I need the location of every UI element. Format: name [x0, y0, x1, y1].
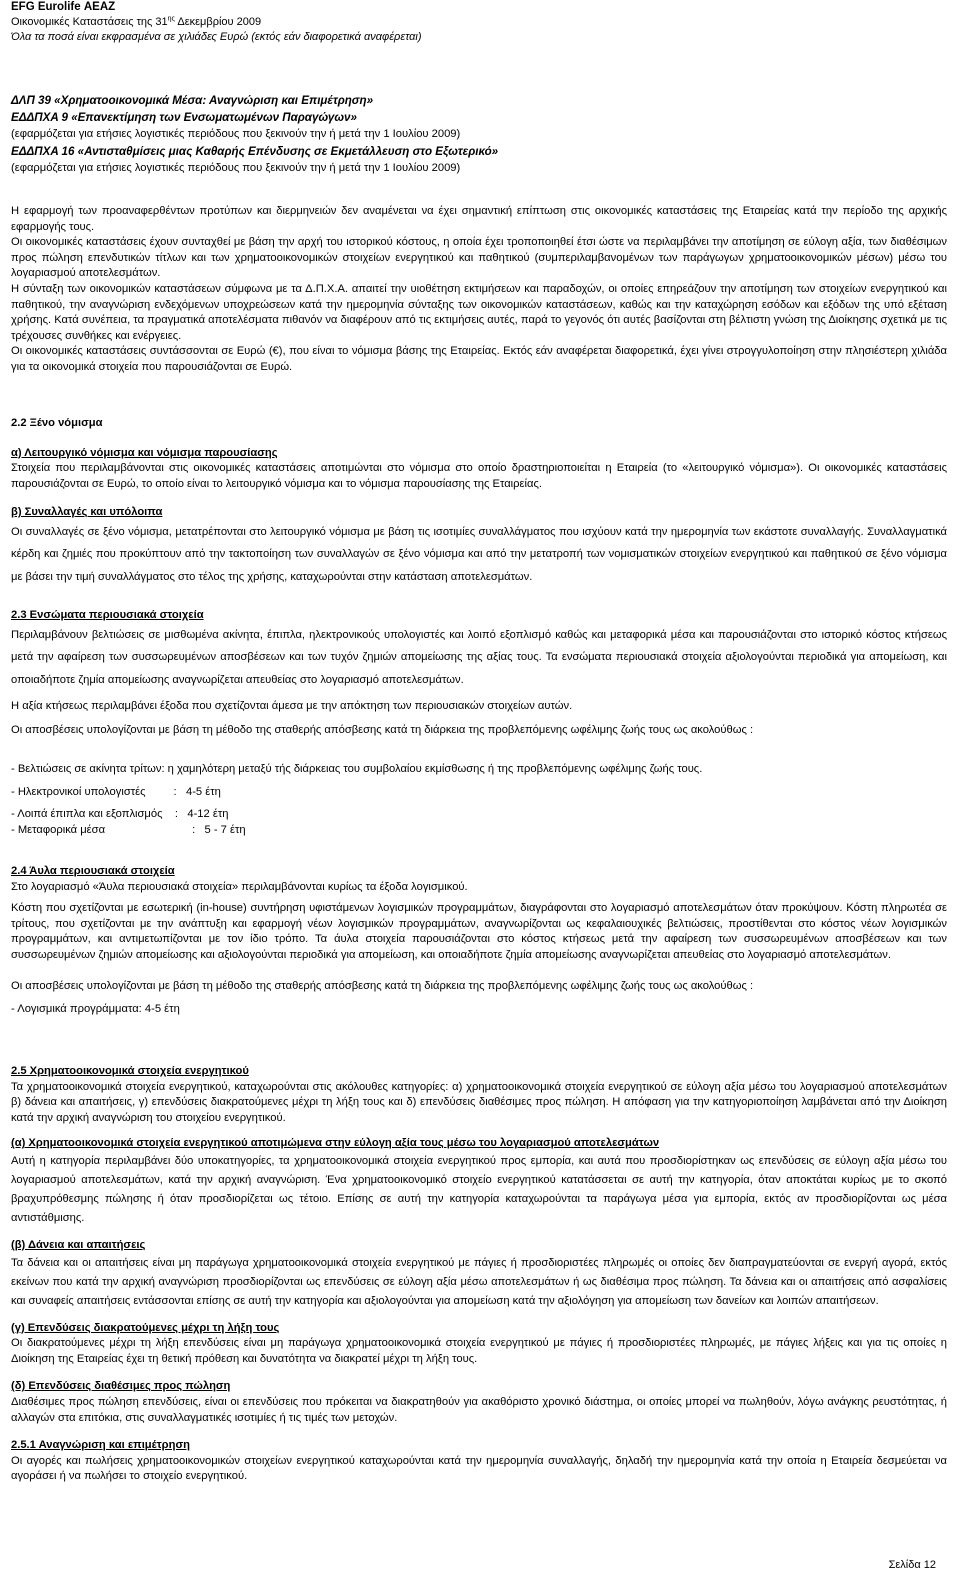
- standard-ifric9: ΕΔΔΠΧΑ 9 «Επανεκτίμηση των Ενσωματωμένων Παραγώγων»: [11, 111, 357, 124]
- section-2-3-text-3: Οι αποσβέσεις υπολογίζονται με βάση τη μέθοδο της σταθερής απόσβεσης κατά τη διάρκεια της προβλεπόμενης ωφέλιμης ζωής τους ως ακολούθως :: [11, 723, 754, 736]
- section-2-2-b-text: Οι συναλλαγές σε ξένο νόμισμα, μετατρέπονται στο λειτουργικό νόμισμα με βάση τις ισοτιμίες συναλλάγματος που ισχύουν κατά την ημερομηνία των εκάστοτε συναλλαγής. Συναλλαγματικά κέρδη και ζημιές που προκύπτουν από την τακτοποίηση των συναλλαγών σε ξένο νόμισμα και από την μετατροπή των νομισματικών στοιχείων ενεργητικού και παθητικού σε ξένο νόμισμα με βάσει την τιμή συναλλάγματος στο τέλος της χρήσης, καταχωρούνται στην κατάσταση αποτελεσμάτων.: [11, 525, 947, 583]
- standard-ifric16: ΕΔΔΠΧΑ 16 «Αντισταθμίσεις μιας Καθαρής Επένδυσης σε Εκμετάλλευση στο Εξωτερικό»: [11, 145, 499, 158]
- section-2-4-text-3: Οι αποσβέσεις υπολογίζονται με βάση τη μέθοδο της σταθερής απόσβεσης κατά τη διάρκεια της προβλεπόμενης ωφέλιμης ζωής τους ως ακολούθως :: [11, 979, 754, 992]
- section-2-3: [11, 608, 947, 839]
- standards-list: [11, 92, 711, 177]
- section-2-5-c-text: Οι διακρατούμενες μέχρι τη λήξη επενδύσεις είναι μη παράγωγα χρηματοοικονομικά στοιχεία ενεργητικού με πάγιες ή προσδιοριστέες πληρωμές, με πάγιες λήξεις και για τις οποίες η Διοίκηση της Εταιρείας έχει τη θετική πρόθεση και δυνατότητα να διακρατεί μέχρι τη λήξη τους.: [11, 1337, 947, 1365]
- section-2-5: [11, 1064, 947, 1485]
- section-2-2: [11, 416, 947, 588]
- company-name: EFG Eurolife ΑΕΑΖ: [11, 1, 116, 13]
- section-2-5-a-title: (α) Χρηματοοικονομικά στοιχεία ενεργητικού αποτιμώμενα στην εύλογη αξία τους μέσω του λογαριασμού αποτελεσμάτων: [11, 1137, 660, 1150]
- section-2-3-text-2: Η αξία κτήσεως περιλαμβάνει έξοδα που σχετίζονται άμεσα με την απόκτηση των περιουσιακών στοιχείων αυτών.: [11, 700, 573, 713]
- section-2-2-a-text: Στοιχεία που περιλαμβάνονται στις οικονομικές καταστάσεις αποτιμώνται στο νόμισμα στο οποίο δραστηριοποιείται η Εταιρεία (το «λειτουργικό νόμισμα»). Οι οικονομικές καταστάσεις παρουσιάζονται σε Ευρώ, το οποίο είναι το λειτουργικό νόμισμα και το νόμισμα παρουσίασης της Εταιρείας.: [11, 462, 947, 490]
- section-2-4-title: 2.4 Άυλα περιουσιακά στοιχεία: [11, 865, 175, 877]
- section-2-5-a-text: Αυτή η κατηγορία περιλαμβάνει δύο υποκατηγορίες, τα χρηματοοικονομικά στοιχεία ενεργητικού προς εμπορία, και αυτά που προσδιορίστηκαν ως επενδύσεις σε εύλογη αξία μέσω του λογαριασμού αποτελεσμάτων, κατά την αρχική αναγνώριση. Ένα χρηματοοικονομικό στοιχείο ενεργητικού κατατάσσεται σε αυτή την κατηγορία, όταν αποκτάται κυρίως με το σκοπό βραχυπρόθεσμης πώλησης ή όταν προσδιορίζεται ως τέτοιο. Επίσης σε αυτή την κατηγορία καταχωρούνται τα παράγωγα μέσα για εμπορία, εκτός αν προσδιορίζονται ως μέσα αντιστάθμισης.: [11, 1154, 947, 1224]
- statements-date-prefix: Οικονομικές Καταστάσεις της 31: [11, 16, 168, 28]
- section-2-5-title: 2.5 Χρηματοοικονομικά στοιχεία ενεργητικού: [11, 1065, 249, 1077]
- depreciation-item: - Λοιπά έπιπλα και εξοπλισμός : 4-12 έτη: [11, 808, 229, 821]
- depreciation-item: - Ηλεκτρονικοί υπολογιστές : 4-5 έτη: [11, 785, 221, 798]
- standard-ifric16-note: (εφαρμόζεται για ετήσιες λογιστικές περιόδους που ξεκινούν την ή μετά την 1 Ιουλίου 2009): [11, 162, 461, 174]
- intro-paragraph-3: Η σύνταξη των οικονομικών καταστάσεων σύμφωνα με τα Δ.Π.Χ.Α. απαιτεί την υιοθέτηση εκτιμήσεων και παραδοχών, οι οποίες επηρεάζουν την αποτίμηση των στοιχείων ενεργητικού και παθητικού, την αναγνώριση ενδεχόμενων υποχρεώσεων κατά την ημερομηνία σύνταξης των οικονομικών καταστάσεων, καθώς και την καταχώρηση εσόδων και εξόδων της υπό εξέταση χρήσης. Κατά συνέπεια, τα πραγματικά αποτελέσματα πιθανόν να διαφέρουν από τις εκτιμήσεις αυτές, παρά το γεγονός ότι αυτές βασίζονται στη βέλτιστη γνώση της Διοίκησης σχετικά με τις τρέχουσες συνθήκες και ενέργειες.: [11, 282, 947, 342]
- page-number: Σελίδα 12: [888, 1559, 936, 1571]
- section-2-2-a-title: α) Λειτουργικό νόμισμα και νόμισμα παρουσίασης: [11, 446, 278, 459]
- section-2-4-text-4: - Λογισμικά προγράμματα: 4-5 έτη: [11, 1003, 180, 1016]
- section-2-4: [11, 864, 947, 1018]
- standard-ias39: ΔΛΠ 39 «Χρηματοοικονομικά Μέσα: Αναγνώριση και Επιμέτρηση»: [11, 94, 374, 107]
- amounts-note: Όλα τα ποσά είναι εκφρασμένα σε χιλιάδες Ευρώ (εκτός εάν διαφορετικά αναφέρεται): [11, 31, 422, 43]
- intro-section: [11, 204, 947, 376]
- section-2-3-text-1: Περιλαμβάνουν βελτιώσεις σε μισθωμένα ακίνητα, έπιπλα, ηλεκτρονικούς υπολογιστές και λοιπό εξοπλισμό καθώς και μεταφορικά μέσα και παρουσιάζονται στο ιστορικό κόστος κτήσεως μετά την αφαίρεση των συσσωρευμένων αποσβέσεων και των τυχόν ζημιών απομείωσης της αξίας τους. Τα ενσώματα περιουσιακά στοιχεία αξιολογούνται περιοδικά για απομείωση, και οποιαδήποτε ζημία απομείωσης αναγνωρίζεται απευθείας στο λογαριασμό αποτελεσμάτων.: [11, 628, 947, 686]
- section-2-5-b-title: (β) Δάνεια και απαιτήσεις: [11, 1238, 146, 1251]
- depreciation-list: [11, 762, 947, 838]
- standard-ifric9-note: (εφαρμόζεται για ετήσιες λογιστικές περιόδους που ξεκινούν την ή μετά την 1 Ιουλίου 2009): [11, 128, 461, 140]
- section-2-5-b-text: Τα δάνεια και οι απαιτήσεις είναι μη παράγωγα χρηματοοικονομικά στοιχεία ενεργητικού με πάγιες ή προσδιοριστέες πληρωμές οι οποίες δεν διαπραγματεύονται σε ενεργή αγορά, εκτός εκείνων που κατά την αρχική αναγνώριση προσδιορίζονται ως επενδύσεις σε εύλογη αξία μέσω αποτελεσμάτων ή ως διαθέσιμα προς πώληση. Τα δάνεια και οι απαιτήσεις από ασφαλίσεις και συναφείς απαιτήσεις εντάσσονται επίσης σε αυτή την κατηγορία και αξιολογούνται για απομείωση κατά την αξιολόγηση για απομείωση των δανείων και λοιπών απαιτήσεων.: [11, 1256, 947, 1307]
- section-2-4-text-2: Κόστη που σχετίζονται με εσωτερική (in-house) συντήρηση υφιστάμενων λογισμικών προγραμμάτων, διαγράφονται στο λογαριασμό αποτελεσμάτων όταν προκύψουν. Κόστη πληρωτέα σε τρίτους, που σχετίζονται με την ανάπτυξη και εφαρμογή νέων λογισμικών προγραμμάτων, αναγνωρίζονται ως κεφαλαιουχικές βελτιώσεις, προστίθενται στο κόστος νέων λογισμικών προγραμμάτων, και αντιμετωπίζονται με τον ίδιο τρόπο. Τα άυλα στοιχεία παρουσιάζονται στο κόστος κτήσεως μετά την αφαίρεση των συσσωρευμένων αποσβέσεων και των συσσωρευμένων ζημιών απομείωσης και αξιολογούνται περιοδικά για απομείωση, και οποιαδήποτε ζημία απομείωσης αναγνωρίζεται απευθείας στο λογαριασμό αποτελεσμάτων.: [11, 902, 947, 961]
- section-2-5-c-title: (γ) Επενδύσεις διακρατούμενες μέχρι τη λήξη τους: [11, 1321, 280, 1334]
- statements-date: [11, 15, 611, 30]
- intro-paragraph-2: Οι οικονομικές καταστάσεις έχουν συνταχθεί με βάση την αρχή του ιστορικού κόστους, η οποία έχει τροποποιηθεί έτσι ώστε να περιλαμβάνει την αποτίμηση σε εύλογη αξία, των διαθέσιμων προς πώληση επενδυτικών τίτλων και των χρηματοοικονομικών στοιχείων ενεργητικού και παθητικού (συμπεριλαμβανομένων των παράγωγων χρηματοοικονομικών μέσων) μέσω του λογαριασμού αποτελεσμάτων.: [11, 236, 947, 280]
- intro-paragraph-1: Η εφαρμογή των προαναφερθέντων προτύπων και διερμηνειών δεν αναμένεται να έχει σημαντική επίπτωση στις οικονομικές καταστάσεις της Εταιρείας κατά την περίοδο της αρχικής εφαρμογής τους.: [11, 205, 947, 233]
- section-2-5-1-title: 2.5.1 Αναγνώριση και επιμέτρηση: [11, 1439, 190, 1452]
- section-2-3-title: 2.3 Ενσώματα περιουσιακά στοιχεία: [11, 609, 204, 621]
- section-2-2-title: 2.2 Ξένο νόμισμα: [11, 417, 103, 429]
- section-2-5-d-text: Διαθέσιμες προς πώληση επενδύσεις, είναι οι επενδύσεις που πρόκειται να διακρατηθούν για ακαθόριστο χρονικό διάστημα, οι οποίες μπορεί να πωληθούν, λόγω ανάγκης ρευστότητας, ή αλλαγών στα επιτόκια, στις συναλλαγματικές ισοτιμίες ή τις τιμές των μετοχών.: [11, 1395, 947, 1424]
- section-2-2-b-title: β) Συναλλαγές και υπόλοιπα: [11, 506, 163, 519]
- intro-paragraph-4: Οι οικονομικές καταστάσεις συντάσσονται σε Ευρώ (€), που είναι το νόμισμα βάσης της Εταιρείας. Εκτός εάν αναφέρεται διαφορετικά, έχει γίνει στρογγυλοποίηση στην πλησιέστερη χιλιάδα για τα οικονομικά στοιχεία που παρουσιάζονται σε Ευρώ.: [11, 345, 947, 373]
- section-2-5-text: Τα χρηματοοικονομικά στοιχεία ενεργητικού, καταχωρούνται στις ακόλουθες κατηγορίες: α) χρηματοοικονομικά στοιχεία ενεργητικού σε εύλογη αξία μέσω του λογαριασμού αποτελεσμάτων β) δάνεια και απαιτήσεις, γ) επενδύσεις διακρατούμενες μέχρι τη λήξη τους και δ) επενδύσεις διαθέσιμες προς πώληση. Η απόφαση για την κατηγοριοποίηση λαμβάνεται από την Διοίκηση κατά την αρχική αναγνώριση του στοιχείου ενεργητικού.: [11, 1080, 947, 1124]
- page-header: [11, 0, 611, 45]
- statements-date-suffix: Δεκεμβρίου 2009: [174, 16, 262, 28]
- statements-date-sup: ης: [167, 15, 175, 23]
- depreciation-item: - Βελτιώσεις σε ακίνητα τρίτων: η χαμηλότερη μεταξύ τής διάρκειας του συμβολαίου εκμίσθωσης ή της προβλεπόμενης ωφέλιμης ζωής τους.: [11, 763, 703, 776]
- depreciation-item: - Μεταφορικά μέσα : 5 - 7 έτη: [11, 824, 246, 837]
- section-2-5-1-text: Οι αγορές και πωλήσεις χρηματοοικονομικών στοιχείων ενεργητικού καταχωρούνται κατά την ημερομηνία συναλλαγής, δηλαδή την ημερομηνία κατά την οποία η Εταιρεία δεσμεύεται να αγοράσει ή να πωλήσει το στοιχείο ενεργητικού.: [11, 1454, 947, 1483]
- section-2-4-text-1: Στο λογαριασμό «Άυλα περιουσιακά στοιχεία» περιλαμβάνονται κυρίως τα έξοδα λογισμικού.: [11, 880, 468, 893]
- section-2-5-d-title: (δ) Επενδύσεις διαθέσιμες προς πώληση: [11, 1380, 231, 1393]
